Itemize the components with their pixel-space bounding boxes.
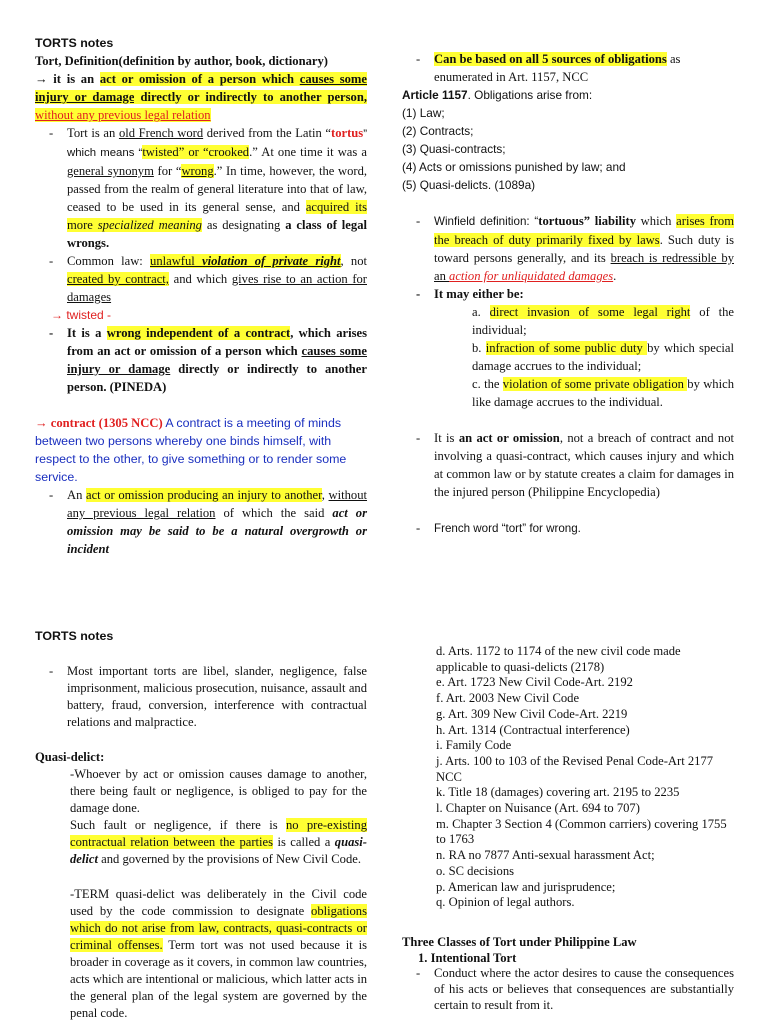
- legal-sources-list: [402, 644, 734, 911]
- list-item: o. SC decisions: [436, 863, 515, 878]
- bullet-act-omission: - An act or omission producing an injury to another, without any previous legal relation of which the said act or omission may be said to be a natural overgrowth or incident: [49, 488, 368, 556]
- page1-header: TORTS notes: [35, 36, 114, 50]
- bullet-important-torts: - Most important torts are libel, slander, negligence, false imprisonment, malicious prosecution, nuisance, assault and battery, fraud, conversion, interference with contractual relations and malpractice.: [49, 664, 367, 729]
- list-item: (4) Acts or omissions punished by law; and: [402, 160, 626, 174]
- list-item: g. Art. 309 New Civil Code-Art. 2219: [436, 706, 628, 721]
- quasi-delict-para-2: Such fault or negligence, if there is no pre-existing contractual relation between the parties is called a quasi-delict and governed by the provisions of New Civil Code.: [70, 818, 368, 866]
- term-paragraph: -TERM quasi-delict was deliberately in the Civil code used by the code commission to designate obligations which do not arise from law, contracts, quasi-contracts or criminal offenses. Term tort was not used because it is broader in coverage as it covers, in common law countries, acts which are intentional or malicious, which latter acts in the general plan of the legal system are governed by the penal code.: [70, 887, 368, 1020]
- list-item: j. Arts. 100 to 103 of the Revised Penal Code-Art 2177 NCC: [436, 753, 714, 784]
- tort-definition: → it is an act or omission of a person which causes some injury or damage directly or indirectly to another person, without any previous legal relation: [35, 72, 367, 122]
- list-item: n. RA no 7877 Anti-sexual harassment Act;: [436, 848, 655, 863]
- bullet-five-sources: - Can be based on all 5 sources of obligations as enumerated in Art. 1157, NCC: [416, 52, 681, 84]
- article-1157: Article 1157. Obligations arise from:: [402, 88, 593, 102]
- three-classes-title: Three Classes of Tort under Philippine Law: [402, 934, 637, 949]
- list-item: h. Art. 1314 (Contractual interference): [436, 722, 630, 737]
- page2-header: TORTS notes: [35, 629, 114, 643]
- contract-definition: → contract (1305 NCC) A contract is a meeting of minds between two persons whereby one binds himself, with respect to the other, to give something or to render some service.: [35, 416, 347, 484]
- bullet-intentional-tort: - Conduct where the actor desires to cause the consequences of his acts or believes that consequences are substantially certain to result from it.: [416, 966, 734, 1012]
- list-item: l. Chapter on Nuisance (Art. 694 to 707): [436, 801, 640, 816]
- page2-right-column: [402, 644, 734, 1013]
- list-item: m. Chapter 3 Section 4 (Common carriers) covering 1755 to 1763: [436, 816, 727, 847]
- list-item: d. Arts. 1172 to 1174 of the new civil code made applicable to quasi-delicts (2178): [436, 644, 681, 674]
- page1-right-column: [402, 50, 734, 538]
- list-item: (5) Quasi-delicts. (1089a): [402, 178, 536, 192]
- bullet-winfield: - Winfield definition: “tortuous” liability which arises from the breach of duty primarily fixed by laws. Such duty is toward persons generally, and its breach is redressible by an action for unliquidated damages.: [416, 214, 735, 283]
- list-item: p. American law and jurisprudence;: [436, 879, 616, 894]
- bullet-french-tort: - French word “tort” for wrong.: [416, 521, 581, 535]
- definition-title: Tort, Definition(definition by author, book, dictionary): [35, 54, 328, 68]
- bullet-may-either: - It may either be:: [416, 287, 524, 301]
- page-2: [0, 612, 768, 1024]
- sources-list: [402, 104, 734, 194]
- page2-left-column: [35, 628, 367, 1022]
- arrow-right-icon: →: [35, 72, 48, 86]
- quasi-delict-title: Quasi-delict:: [35, 750, 105, 764]
- twisted-note: → twisted -: [51, 308, 112, 322]
- bullet-wrong-independent: - It is a wrong independent of a contract, which arises from an act or omission of a person which causes some injury or damage directly or indirectly to another person. (PINEDA): [49, 326, 367, 394]
- bullet-act-or-omission: - It is an act or omission, not a breach of contract and not involving a quasi-contract, which causes injury and which at common law or by statute creates a claim for damages in the injured person (Philippine Encyclopedia): [416, 431, 735, 499]
- bullet-common-law: - Common law: unlawful violation of private right, not created by contract, and which gives rise to an action for damages: [49, 254, 367, 304]
- bullet-french-word: - Tort is an old French word derived from the Latin “tortus” which means “twisted” or “crooked.” At one time it was a general synonym for “wrong.” In time, however, the word, passed from the realm of general literature into that of law, ceased to be used in its general sense, and acquired its more specialized meaning as designating a class of legal wrongs.: [49, 126, 368, 250]
- list-item: (1) Law;: [402, 106, 445, 120]
- page1-left-column: [35, 34, 367, 558]
- list-item: e. Art. 1723 New Civil Code-Art. 2192: [436, 675, 633, 690]
- list-item: (2) Contracts;: [402, 124, 474, 138]
- quasi-delict-para-1: -Whoever by act or omission causes damage to another, there being fault or negligence, is obliged to pay for the damage done.: [70, 767, 367, 815]
- sub-item-b: b. infraction of some public duty by which special damage accrues to the individual;: [472, 341, 734, 373]
- sub-item-c: c. the violation of some private obligation by which like damage accrues to the individual.: [472, 377, 734, 409]
- list-item: q. Opinion of legal authors.: [436, 895, 575, 910]
- intentional-tort-heading: 1. Intentional Tort: [418, 950, 517, 965]
- list-item: (3) Quasi-contracts;: [402, 142, 506, 156]
- list-item: k. Title 18 (damages) covering art. 2195 to 2235: [436, 785, 680, 800]
- list-item: f. Art. 2003 New Civil Code: [436, 691, 580, 706]
- sub-item-a: a. direct invasion of some legal right of the individual;: [472, 305, 734, 337]
- list-item: i. Family Code: [436, 738, 512, 753]
